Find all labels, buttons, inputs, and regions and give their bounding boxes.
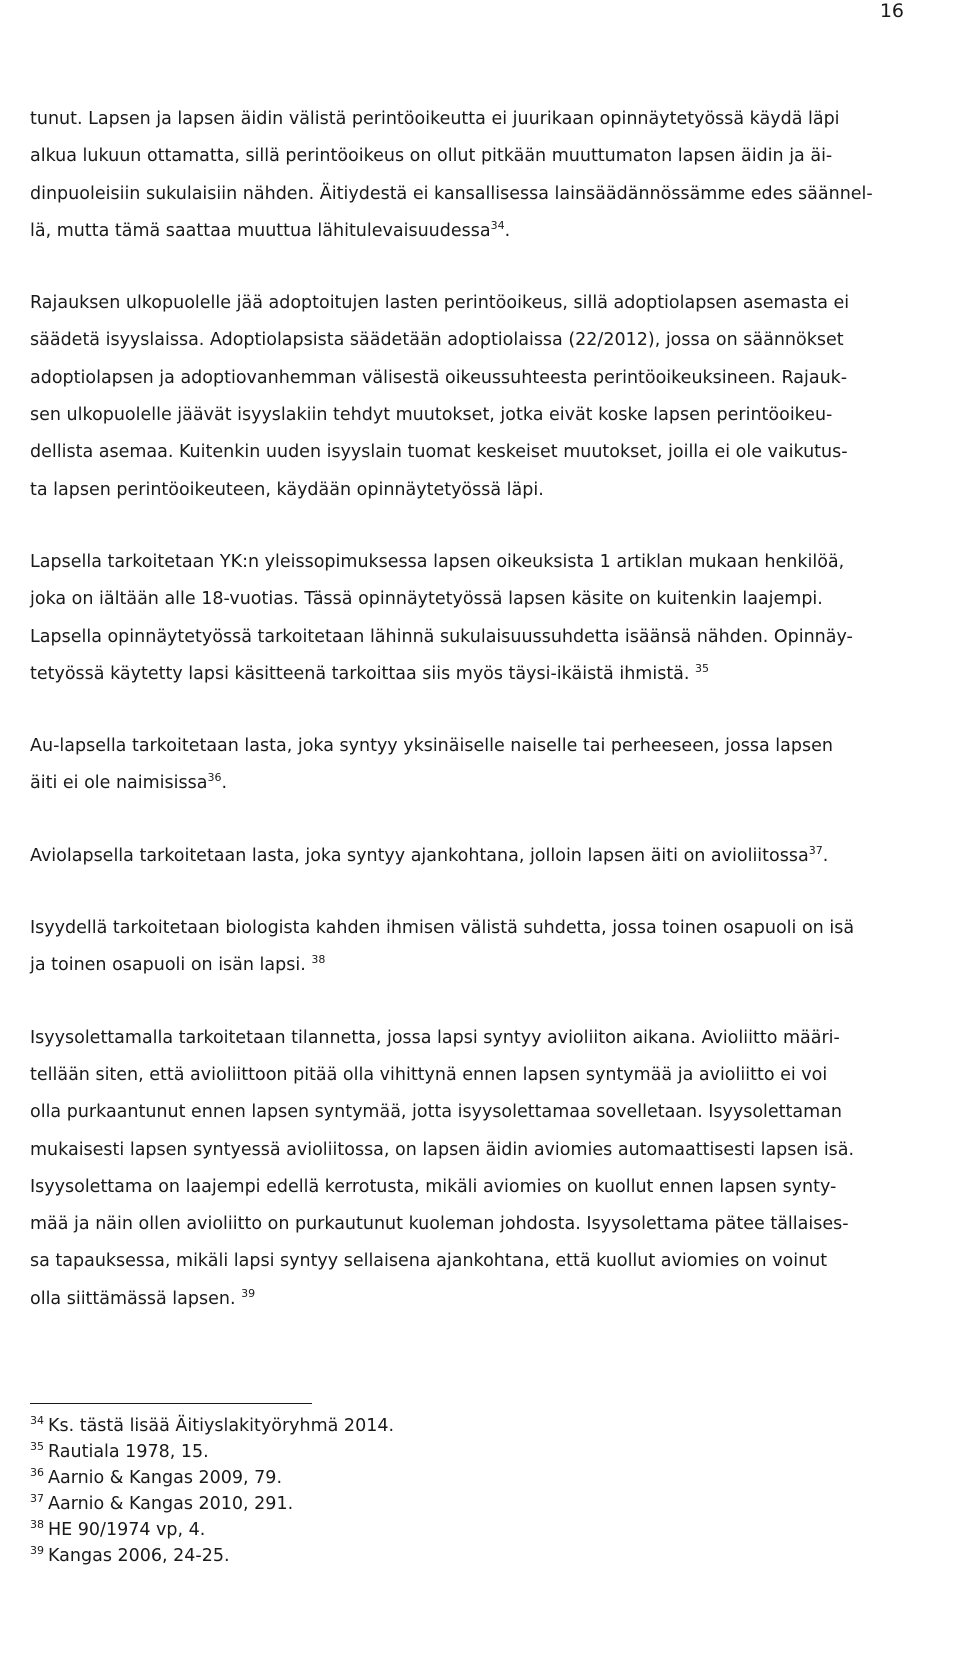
text-line: Lapsella opinnäytetyössä tarkoitetaan lähinnä sukulaisuussuhdetta isäänsä nähden. Opinnäy- bbox=[30, 626, 853, 647]
text-line: tellään siten, että avioliittoon pitää olla vihittynä ennen lapsen syntymää ja avioliitto ei voi bbox=[30, 1064, 828, 1085]
text-line: Aviolapsella tarkoitetaan lasta, joka syntyy ajankohtana, jolloin lapsen äiti on avioliitossa bbox=[30, 845, 809, 866]
text-line: olla siittämässä lapsen. bbox=[30, 1288, 236, 1309]
footnote bbox=[30, 1439, 930, 1465]
text-line: mukaisesti lapsen syntyessä avioliitossa, on lapsen äidin aviomies automaattisesti lapsen isä. bbox=[30, 1139, 855, 1160]
paragraph-definition-marital-child bbox=[30, 838, 930, 875]
text-line: mää ja näin ollen avioliitto on purkautunut kuoleman johdosta. Isyysolettama pätee tällaises- bbox=[30, 1214, 849, 1235]
footnote-ref[interactable]: 38 bbox=[311, 953, 326, 967]
footnote-ref[interactable]: 39 bbox=[241, 1286, 256, 1300]
text-line: Lapsella tarkoitetaan YK:n yleissopimuksessa lapsen oikeuksista 1 artiklan mukaan henkilöä, bbox=[30, 551, 845, 572]
text-line: sa tapauksessa, mikäli lapsi syntyy sellaisena ajankohtana, että kuollut aviomies on voinut bbox=[30, 1251, 828, 1272]
footnote-number: 35 bbox=[30, 1440, 44, 1454]
text-line: olla purkaantunut ennen lapsen syntymää, jotta isyysolettamaa sovelletaan. Isyysolettaman bbox=[30, 1102, 842, 1123]
text-line: Rajauksen ulkopuolelle jää adoptoitujen lasten perintöoikeus, sillä adoptiolapsen asemasta ei bbox=[30, 293, 850, 314]
text-line: adoptiolapsen ja adoptiovanhemman välisestä oikeussuhteesta perintöoikeuksineen. Rajauk- bbox=[30, 367, 848, 388]
text-line: dinpuoleisiin sukulaisiin nähden. Äitiydestä ei kansallisessa lainsäädännössämme edes säännel- bbox=[30, 183, 873, 204]
text-line: äiti ei ole naimisissa bbox=[30, 773, 208, 794]
paragraph-scope-intro bbox=[30, 101, 930, 250]
paragraph-scope-limits bbox=[30, 285, 930, 509]
text-line: ta lapsen perintöoikeuteen, käydään opinnäytetyössä läpi. bbox=[30, 479, 544, 500]
text-line: ja toinen osapuoli on isän lapsi. bbox=[30, 955, 306, 976]
paragraph-definition-paternity bbox=[30, 910, 930, 985]
text-line: tetyössä käytetty lapsi käsitteenä tarkoittaa siis myös täysi-ikäistä ihmistä. bbox=[30, 663, 690, 684]
text-line: Isyydellä tarkoitetaan biologista kahden ihmisen välistä suhdetta, jossa toinen osapuoli on isä bbox=[30, 918, 855, 939]
footnote-text: Ks. tästä lisää Äitiyslakityöryhmä 2014. bbox=[48, 1416, 395, 1436]
footnote-ref[interactable]: 35 bbox=[695, 662, 710, 676]
footnote-ref[interactable]: 36 bbox=[207, 771, 222, 785]
footnote bbox=[30, 1517, 930, 1543]
footnote-text: Rautiala 1978, 15. bbox=[48, 1442, 209, 1462]
footnote bbox=[30, 1491, 930, 1517]
footnote-ref[interactable]: 37 bbox=[808, 843, 823, 857]
text-line: säädetä isyyslaissa. Adoptiolapsista säädetään adoptiolaissa (22/2012), jossa on säännökset bbox=[30, 330, 844, 351]
footnote-number: 39 bbox=[30, 1544, 44, 1558]
text-line: Isyysolettamalla tarkoitetaan tilannetta, jossa lapsi syntyy avioliiton aikana. Avioliitto määri- bbox=[30, 1027, 840, 1048]
footnote-text: Aarnio & Kangas 2009, 79. bbox=[48, 1468, 283, 1488]
text-line: sen ulkopuolelle jäävät isyyslakiin tehdyt muutokset, jotka eivät koske lapsen perintöoikeu- bbox=[30, 405, 833, 426]
paragraph-definition-au-child bbox=[30, 728, 930, 803]
footnote bbox=[30, 1543, 930, 1569]
footnotes bbox=[30, 1413, 930, 1569]
footnote bbox=[30, 1413, 930, 1439]
text-line: Isyysolettama on laajempi edellä kerrotusta, mikäli aviomies on kuollut ennen lapsen synty- bbox=[30, 1176, 837, 1197]
document-body bbox=[30, 101, 930, 1318]
text-line: Au-lapsella tarkoitetaan lasta, joka syntyy yksinäiselle naiselle tai perheeseen, jossa lapsen bbox=[30, 736, 833, 757]
text-tail: . bbox=[504, 220, 511, 241]
text-tail: . bbox=[221, 773, 228, 794]
footnote-number: 37 bbox=[30, 1492, 44, 1506]
text-line: dellista asemaa. Kuitenkin uuden isyyslain tuomat keskeiset muutokset, joilla ei ole vaikutus- bbox=[30, 442, 848, 463]
footnote-text: Aarnio & Kangas 2010, 291. bbox=[48, 1494, 294, 1514]
text-line: alkua lukuun ottamatta, sillä perintöoikeus on ollut pitkään muuttumaton lapsen äidin ja äi- bbox=[30, 146, 833, 167]
text-line: tunut. Lapsen ja lapsen äidin välistä perintöoikeutta ei juurikaan opinnäytetyössä käydä läpi bbox=[30, 109, 840, 129]
page-number: 16 bbox=[879, 0, 904, 22]
paragraph-definition-presumption bbox=[30, 1020, 930, 1318]
text-tail: . bbox=[822, 845, 829, 866]
footnote bbox=[30, 1465, 930, 1491]
footnote-ref[interactable]: 34 bbox=[490, 219, 505, 233]
text-line: joka on iältään alle 18-vuotias. Tässä opinnäytetyössä lapsen käsite on kuitenkin laajempi. bbox=[30, 589, 823, 610]
footnote-number: 34 bbox=[30, 1414, 44, 1428]
footnote-number: 38 bbox=[30, 1518, 44, 1532]
paragraph-definition-child bbox=[30, 544, 930, 693]
footnote-number: 36 bbox=[30, 1466, 44, 1480]
footnote-text: Kangas 2006, 24-25. bbox=[48, 1546, 230, 1566]
footnote-separator bbox=[30, 1403, 312, 1404]
footnote-text: HE 90/1974 vp, 4. bbox=[48, 1520, 206, 1540]
text-line: lä, mutta tämä saattaa muuttua lähitulevaisuudessa bbox=[30, 220, 491, 241]
